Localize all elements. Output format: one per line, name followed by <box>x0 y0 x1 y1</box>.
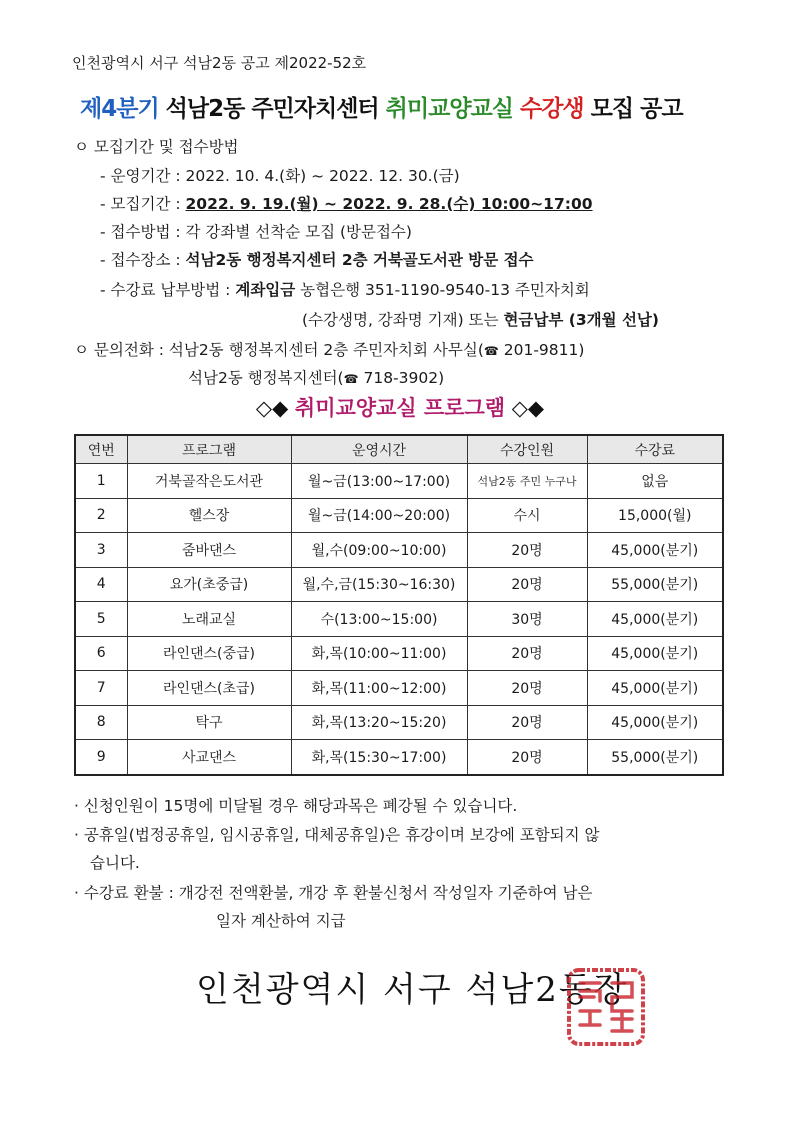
cell-no: 5 <box>75 602 127 637</box>
cell-time: 월~금(13:00~17:00) <box>291 464 467 499</box>
official-seal <box>566 967 646 1047</box>
cell-time: 월~금(14:00~20:00) <box>291 498 467 533</box>
cell-capacity: 20명 <box>467 533 587 568</box>
table-row <box>75 705 723 740</box>
fee-line2-b: (3개월 선납) <box>563 311 659 329</box>
fee-account: 농협은행 351-1190-9540-13 주민자치회 <box>295 281 590 299</box>
cell-fee: 55,000(분기) <box>587 740 723 775</box>
table-row <box>75 671 723 706</box>
cell-program: 줌바댄스 <box>127 533 291 568</box>
cell-fee: 45,000(분기) <box>587 671 723 706</box>
title-class: 취미교양교실 <box>385 96 513 122</box>
contact-line1 <box>74 338 584 360</box>
cell-capacity: 20명 <box>467 740 587 775</box>
header-time: 운영시간 <box>291 435 467 464</box>
table-row <box>75 498 723 533</box>
operation-period <box>100 164 460 186</box>
cell-no: 2 <box>75 498 127 533</box>
cell-capacity: 30명 <box>467 602 587 637</box>
header-program: 프로그램 <box>127 435 291 464</box>
cell-program: 요가(초중급) <box>127 567 291 602</box>
operation-label: - 운영기간 : <box>100 167 186 185</box>
table-row <box>75 636 723 671</box>
cell-capacity: 20명 <box>467 636 587 671</box>
cell-time: 월,수,금(15:30~16:30) <box>291 567 467 602</box>
issuer-name: 인천광역시 서구 석남2동장 <box>196 970 629 1010</box>
title-students: 수강생 <box>520 96 584 122</box>
diamond-symbols-right: ◇◆ <box>505 396 545 420</box>
place-label: - 접수장소 : <box>100 251 186 269</box>
note-holiday-line2: 습니다. <box>90 854 140 872</box>
fee-label: - 수강료 납부방법 : <box>100 281 236 299</box>
cell-program: 사교댄스 <box>127 740 291 775</box>
cell-fee: 없음 <box>587 464 723 499</box>
cell-program: 헬스장 <box>127 498 291 533</box>
table-row <box>75 740 723 775</box>
cell-fee: 45,000(분기) <box>587 636 723 671</box>
cell-time: 수(13:00~15:00) <box>291 602 467 637</box>
contact-phone1: 201-9811) <box>498 341 585 359</box>
table-row <box>75 602 723 637</box>
fee-line2-a: (수강생명, 강좌명 기재) 또는 <box>302 311 504 329</box>
cell-no: 8 <box>75 705 127 740</box>
cell-program: 노래교실 <box>127 602 291 637</box>
table-row <box>75 567 723 602</box>
cell-no: 9 <box>75 740 127 775</box>
note-cancellation: · 신청인원이 15명에 미달될 경우 해당과목은 폐강될 수 있습니다. <box>74 797 518 815</box>
cell-fee: 45,000(분기) <box>587 602 723 637</box>
recruit-label: - 모집기간 : <box>100 195 186 213</box>
cell-no: 3 <box>75 533 127 568</box>
cell-time: 화,목(10:00~11:00) <box>291 636 467 671</box>
header-fee: 수강료 <box>587 435 723 464</box>
program-table <box>74 434 724 776</box>
title-center: 석남2동 주민자치센터 <box>158 96 386 122</box>
cell-fee: 55,000(분기) <box>587 567 723 602</box>
recruit-period <box>100 192 593 214</box>
cell-time: 월,수(09:00~10:00) <box>291 533 467 568</box>
fee-payment <box>100 278 590 300</box>
title-recruit: 모집 공고 <box>583 96 683 122</box>
cell-capacity: 20명 <box>467 567 587 602</box>
cell-no: 6 <box>75 636 127 671</box>
cell-program: 라인댄스(초급) <box>127 671 291 706</box>
title-quarter: 제4분기 <box>80 96 159 122</box>
program-title <box>0 392 800 422</box>
cell-capacity: 20명 <box>467 671 587 706</box>
method-label: - 접수방법 : <box>100 223 186 241</box>
method-value: 각 강좌별 선착순 모집 (방문접수) <box>185 223 412 241</box>
contact-label: ㅇ 문의전화 : 석남2동 행정복지센터 2층 주민자치회 사무실( <box>74 341 484 359</box>
place-value: 석남2동 행정복지센터 2층 거북골도서관 방문 접수 <box>185 251 534 269</box>
cell-capacity: 수시 <box>467 498 587 533</box>
table-row <box>75 533 723 568</box>
cell-program: 라인댄스(중급) <box>127 636 291 671</box>
header-capacity: 수강인원 <box>467 435 587 464</box>
application-method <box>100 220 412 242</box>
contact-phone2: 718-3902) <box>358 369 445 387</box>
fee-cash: 현금납부 <box>503 311 564 329</box>
diamond-symbols-left: ◇◆ <box>255 396 295 420</box>
phone-icon: ☎ <box>343 372 359 386</box>
contact-line2 <box>188 366 444 388</box>
cell-no: 1 <box>75 464 127 499</box>
operation-value: 2022. 10. 4.(화) ~ 2022. 12. 30.(금) <box>185 167 460 185</box>
cell-time: 화,목(13:20~15:20) <box>291 705 467 740</box>
note-refund-line1: · 수강료 환불 : 개강전 전액환불, 개강 후 환불신청서 작성일자 기준하여 남은 <box>74 884 593 902</box>
header-no: 연번 <box>75 435 127 464</box>
seal-stamp-image <box>566 967 646 1047</box>
cell-program: 거북골작은도서관 <box>127 464 291 499</box>
note-holiday-line1: · 공휴일(법정공휴일, 임시공휴일, 대체공휴일)은 휴강이며 보강에 포함되지 않 <box>74 826 600 844</box>
cell-capacity: 20명 <box>467 705 587 740</box>
contact-line2-label: 석남2동 행정복지센터( <box>188 369 344 387</box>
notice-number: 인천광역시 서구 석남2동 공고 제2022-52호 <box>72 54 367 72</box>
fee-transfer: 계좌입금 <box>235 281 296 299</box>
cell-fee: 45,000(분기) <box>587 533 723 568</box>
application-place <box>100 248 534 270</box>
page-title <box>80 90 683 123</box>
cell-no: 7 <box>75 671 127 706</box>
cell-time: 화,목(15:30~17:00) <box>291 740 467 775</box>
note-refund-line2: 일자 계산하여 지급 <box>216 912 346 930</box>
table-row <box>75 464 723 499</box>
cell-time: 화,목(11:00~12:00) <box>291 671 467 706</box>
phone-icon: ☎ <box>483 344 499 358</box>
recruit-value: 2022. 9. 19.(월) ~ 2022. 9. 28.(수) 10:00~17:00 <box>185 195 593 213</box>
fee-payment-line2 <box>302 308 659 330</box>
cell-fee: 45,000(분기) <box>587 705 723 740</box>
program-title-text: 취미교양교실 프로그램 <box>294 396 506 420</box>
cell-fee: 15,000(월) <box>587 498 723 533</box>
cell-capacity: 석남2동 주민 누구나 <box>467 464 587 499</box>
cell-program: 탁구 <box>127 705 291 740</box>
cell-no: 4 <box>75 567 127 602</box>
table-header-row <box>75 435 723 464</box>
title-space <box>513 96 520 122</box>
recruitment-section-label: ㅇ 모집기간 및 접수방법 <box>74 138 239 156</box>
